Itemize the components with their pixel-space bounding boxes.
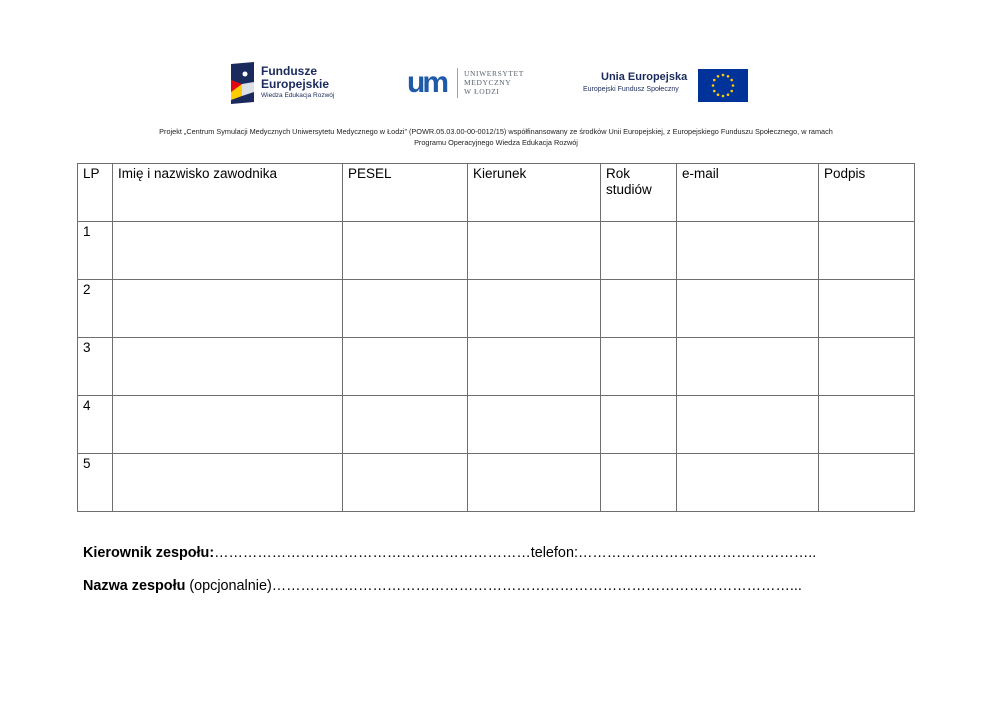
cell-name[interactable] (113, 280, 343, 338)
header-pesel: PESEL (343, 164, 468, 222)
table-row (78, 280, 915, 338)
university-line3: W ŁODZI (464, 87, 500, 96)
cell-kierunek[interactable] (468, 396, 601, 454)
eu-subtitle: Europejski Fundusz Społeczny (583, 86, 679, 93)
cell-pesel[interactable] (343, 222, 468, 280)
cell-name[interactable] (113, 454, 343, 512)
cell-kierunek[interactable] (468, 338, 601, 396)
cell-pesel[interactable] (343, 454, 468, 512)
header-name: Imię i nazwisko zawodnika (113, 164, 343, 222)
cell-name[interactable] (113, 396, 343, 454)
cell-email[interactable] (677, 222, 819, 280)
table-header-row (78, 164, 915, 222)
eu-title: Unia Europejska (601, 71, 688, 83)
cell-email[interactable] (677, 454, 819, 512)
cell-email[interactable] (677, 280, 819, 338)
cell-email[interactable] (677, 338, 819, 396)
row-number: 3 (78, 338, 113, 396)
header-rok-studiow: Rok studiów (601, 164, 677, 222)
cell-rok-studiow[interactable] (601, 338, 677, 396)
phone-label: telefon: (530, 545, 578, 561)
header-lp: LP (78, 164, 113, 222)
cell-name[interactable] (113, 222, 343, 280)
team-name-optional: (opcjonalnie) (185, 578, 272, 594)
project-note (60, 126, 932, 148)
team-leader-label: Kierownik zespołu: (83, 545, 215, 561)
cell-podpis[interactable] (819, 338, 915, 396)
header-podpis: Podpis (819, 164, 915, 222)
fundusze-line1: Fundusze (261, 64, 317, 78)
cell-rok-studiow[interactable] (601, 280, 677, 338)
table-row (78, 222, 915, 280)
cell-kierunek[interactable] (468, 454, 601, 512)
team-leader-line (83, 544, 943, 562)
cell-rok-studiow[interactable] (601, 454, 677, 512)
team-leader-field[interactable]: ………………………………………………………… (214, 545, 531, 561)
um-mark-icon: um (407, 66, 446, 99)
university-logo (407, 66, 537, 102)
cell-podpis[interactable] (819, 454, 915, 512)
table-row (78, 396, 915, 454)
cell-rok-studiow[interactable] (601, 396, 677, 454)
eu-logo (583, 68, 753, 102)
table-row (78, 454, 915, 512)
cell-pesel[interactable] (343, 338, 468, 396)
cell-kierunek[interactable] (468, 222, 601, 280)
phone-field[interactable]: ………………………………………….. (577, 545, 817, 561)
cell-podpis[interactable] (819, 280, 915, 338)
team-name-line (83, 577, 943, 595)
header-email: e-mail (677, 164, 819, 222)
university-line1: UNIWERSYTET (464, 69, 524, 78)
row-number: 4 (78, 396, 113, 454)
university-line2: MEDYCZNY (464, 78, 512, 87)
team-name-field[interactable]: ………………………………………………………………………………………………... (271, 578, 802, 594)
cell-rok-studiow[interactable] (601, 222, 677, 280)
row-number: 1 (78, 222, 113, 280)
fundusze-europejskie-logo (228, 62, 358, 104)
cell-pesel[interactable] (343, 280, 468, 338)
registration-table (77, 163, 915, 512)
eu-flag-icon (698, 69, 748, 102)
cell-kierunek[interactable] (468, 280, 601, 338)
cell-podpis[interactable] (819, 396, 915, 454)
header-kierunek: Kierunek (468, 164, 601, 222)
row-number: 5 (78, 454, 113, 512)
table-row (78, 338, 915, 396)
cell-email[interactable] (677, 396, 819, 454)
fundusze-line3: Wiedza Edukacja Rozwój (261, 92, 335, 99)
project-note-line2: Programu Operacyjnego Wiedza Edukacja Rozwój (414, 138, 578, 147)
um-separator (457, 68, 458, 98)
cell-pesel[interactable] (343, 396, 468, 454)
row-number: 2 (78, 280, 113, 338)
cell-podpis[interactable] (819, 222, 915, 280)
project-note-line1: Projekt „Centrum Symulacji Medycznych Uniwersytetu Medycznego w Łodzi” (POWR.05.03.00-00-0012/15) współfinansowany ze środków Unii Europejskiej, z Europejskiego Funduszu Społecznego, w ramach (159, 127, 833, 136)
fundusze-flag-icon (228, 62, 256, 104)
team-name-label: Nazwa zespołu (83, 578, 186, 594)
cell-name[interactable] (113, 338, 343, 396)
fundusze-line2: Europejskie (261, 77, 330, 91)
